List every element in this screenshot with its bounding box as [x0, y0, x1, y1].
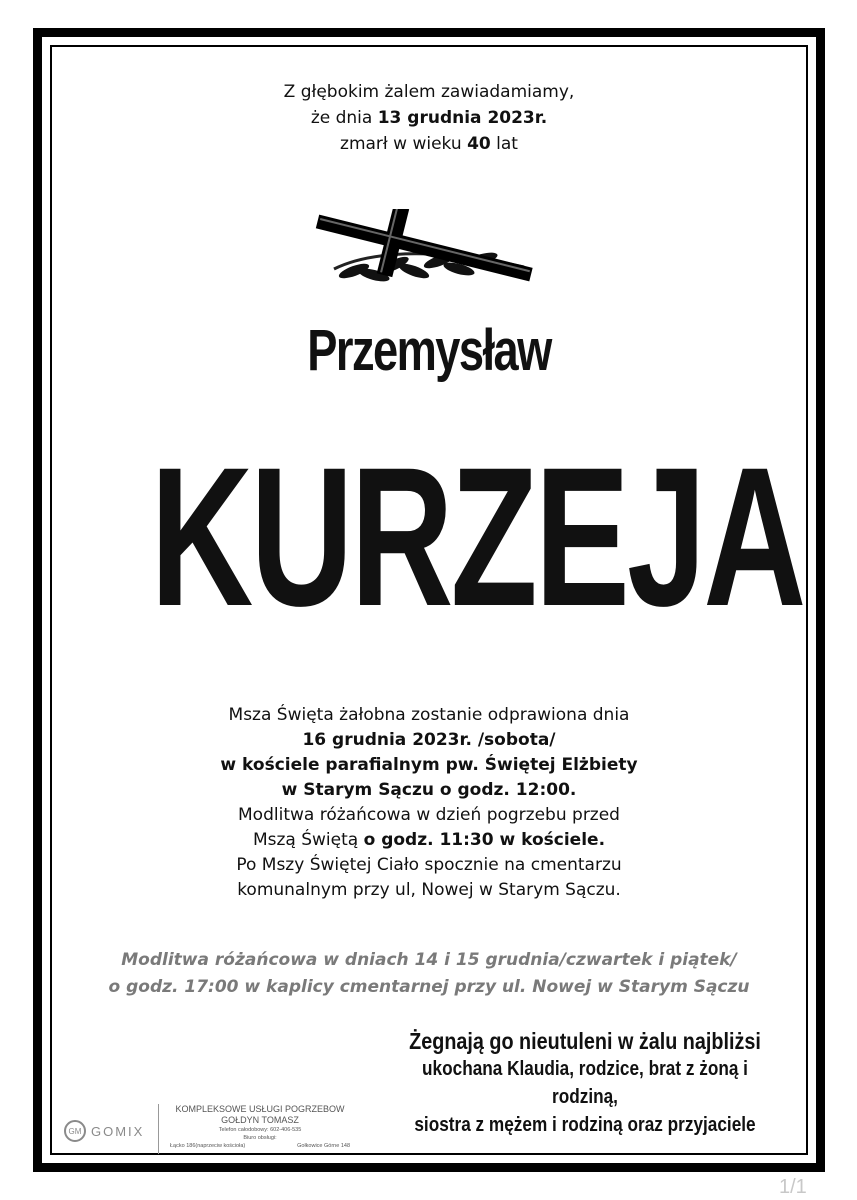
deceased-last-name: KURZEJA — [150, 426, 804, 647]
mass-line-5: Modlitwa różańcowa w dzień pogrzebu przed — [238, 805, 620, 825]
mass-line-3: w kościele parafialnym pw. Świętej Elżbiety — [220, 755, 638, 775]
deceased-first-name: Przemysław — [307, 318, 551, 383]
gomix-logo — [64, 1120, 144, 1142]
gomix-brand: GOMIX — [91, 1123, 145, 1139]
footer-divider — [158, 1104, 159, 1154]
company-line-2: GOŁDYN TOMASZ — [221, 1115, 299, 1125]
rosary-line-1: Modlitwa różańcowa w dniach 14 i 15 grudnia/czwartek i piątek/ — [121, 950, 737, 970]
mass-line-7: Po Mszy Świętej Ciało spocznie na cmentarzu — [236, 855, 622, 875]
rosary-info — [42, 947, 816, 1001]
rosary-line-2: o godz. 17:00 w kaplicy cmentarnej przy ul. Nowej w Starym Sączu — [108, 977, 750, 997]
farewell-line-3: siostra z mężem i rodziną oraz przyjaciele — [414, 1114, 756, 1136]
company-info — [170, 1104, 350, 1150]
gomix-logo-icon: GM — [64, 1120, 86, 1142]
death-date: 13 grudnia 2023r. — [377, 108, 548, 128]
office-label: Biuro obsługi: — [243, 1135, 277, 1141]
office-addresses — [170, 1142, 350, 1150]
mass-line-8: komunalnym przy ul, Nowej w Starym Sączu. — [237, 880, 621, 900]
funeral-home-footer — [60, 1102, 360, 1162]
cross-with-palm-icon — [294, 209, 534, 299]
farewell-block — [392, 1027, 779, 1139]
company-phone: Telefon całodobowy: 602-406-535 — [218, 1127, 302, 1133]
office-right: Gołkowice Górne 148 — [297, 1143, 350, 1149]
intro-line-3: zmarł w wieku 40 lat — [340, 134, 518, 154]
office-left: Łącko 186(naprzeciw kościoła) — [170, 1143, 246, 1149]
intro-block — [42, 79, 816, 157]
farewell-line-1: Żegnają go nieutuleni w żalu najbliżsi — [409, 1028, 761, 1054]
mass-line-6: Mszą Świętą o godz. 11:30 w kościele. — [252, 830, 606, 850]
mass-line-2: 16 grudnia 2023r. /sobota/ — [302, 730, 556, 750]
page-indicator: 1/1 — [779, 1176, 807, 1198]
intro-line-2: że dnia 13 grudnia 2023r. — [310, 108, 548, 128]
mass-line-1: Msza Święta żałobna zostanie odprawiona dnia — [228, 705, 630, 725]
obituary-outer-frame — [33, 28, 825, 1172]
mass-info — [42, 703, 816, 903]
farewell-line-2: ukochana Klaudia, rodzice, brat z żoną i rodziną, — [422, 1058, 748, 1108]
company-line-1: KOMPLEKSOWE USŁUGI POGRZEBOW — [175, 1104, 345, 1114]
mass-line-4: w Starym Sączu o godz. 12:00. — [281, 780, 577, 800]
intro-line-1: Z głębokim żalem zawiadamiamy, — [283, 82, 575, 102]
age: 40 — [467, 134, 491, 154]
